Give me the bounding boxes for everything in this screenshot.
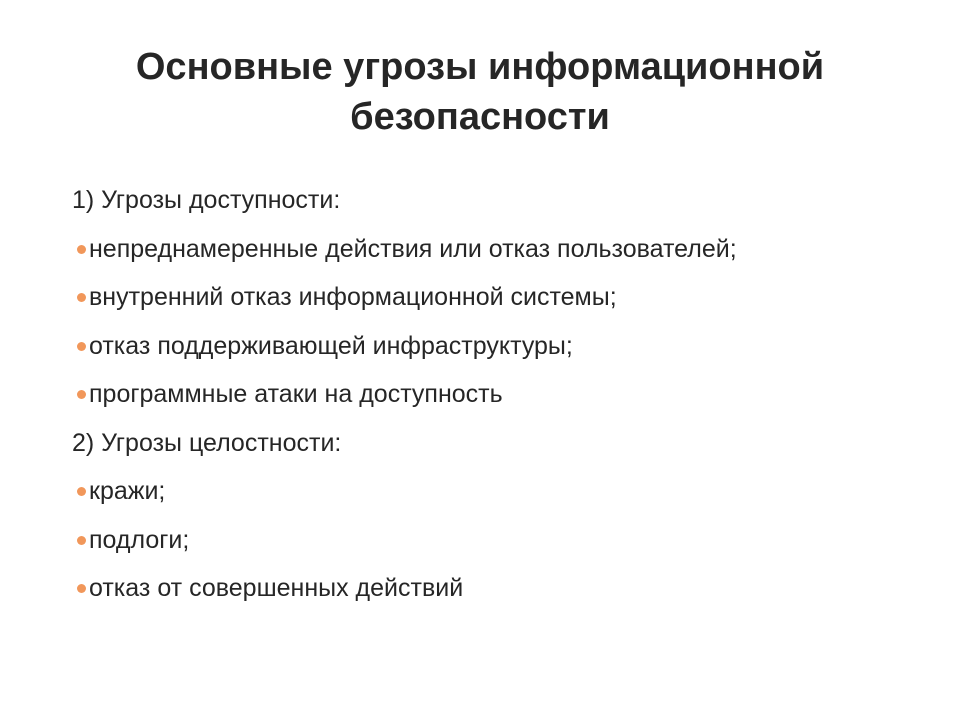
list-item [72, 516, 932, 565]
list-item-text: программные атаки на доступность [89, 380, 503, 408]
list-heading-text: 2) Угрозы целостности: [72, 428, 342, 457]
bullet-icon [77, 536, 86, 545]
slide-title: Основные угрозы информационной безопасности [135, 46, 825, 138]
list-item-text: подлоги; [89, 525, 190, 554]
bullet-icon [77, 390, 86, 399]
list-heading-integrity [72, 419, 932, 468]
list-item-text: кражи; [89, 477, 166, 505]
bullet-icon [77, 584, 86, 593]
list-item-text: внутренний отказ информационной системы; [89, 283, 617, 311]
list-item [72, 225, 932, 274]
list-item-text: отказ поддерживающей инфраструктуры; [89, 331, 573, 360]
list-item-text: непреднамеренные действия или отказ пользователей; [89, 234, 737, 263]
bullet-icon [77, 487, 86, 496]
bullet-icon [77, 293, 86, 302]
bullet-icon [77, 342, 86, 351]
list-item [72, 322, 932, 371]
list-item [72, 370, 932, 419]
list-item [72, 467, 932, 516]
list-item-text: отказ от совершенных действий [89, 574, 464, 602]
list-heading-text: 1) Угрозы доступности: [72, 186, 341, 214]
list-item [72, 564, 932, 613]
list-item [72, 273, 932, 322]
threat-list [72, 176, 932, 613]
bullet-icon [77, 245, 86, 254]
list-heading-availability [72, 176, 932, 225]
